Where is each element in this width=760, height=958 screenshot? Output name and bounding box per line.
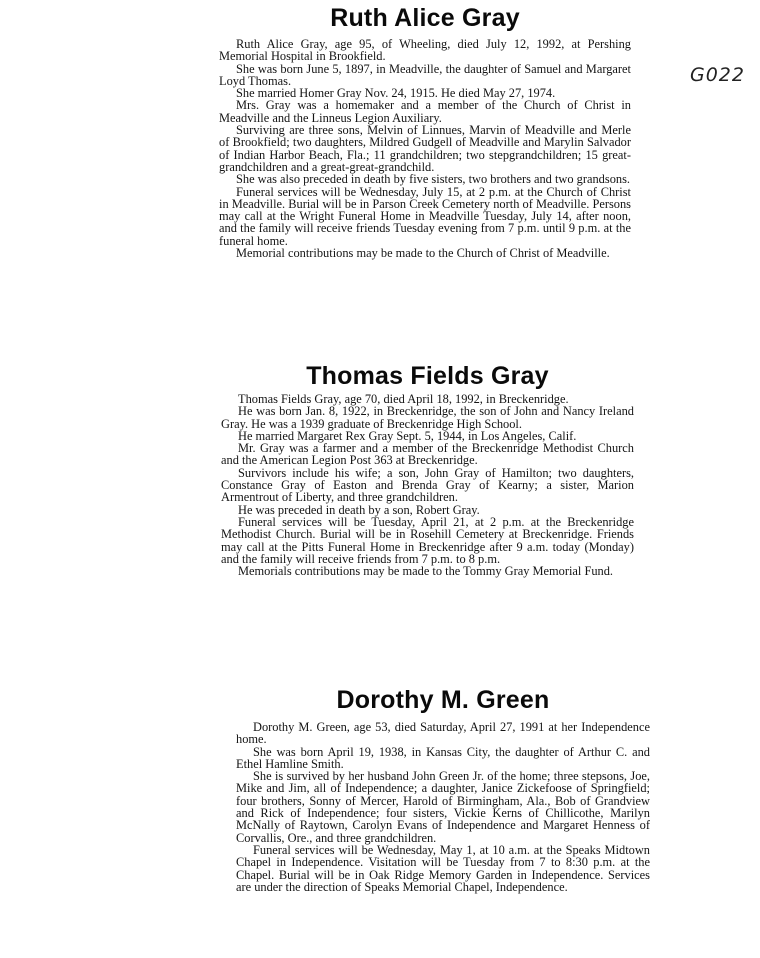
obituary-dorothy-m-green bbox=[236, 686, 650, 893]
paragraph: Memorial contributions may be made to the Church of Christ of Meadville. bbox=[236, 246, 610, 261]
paragraph: She is survived by her husband John Green Jr. of the home; three stepsons, Joe, Mike and Jim, all of Independence; a daughter, Janice Zickefoose of Springfield; four brothers, Sonny of Mercer, Harold of Birmingham, Ala., Bob of Grandview and Rick of Independence; four sisters, Vickie Kerns of Chillicothe, Marilyn McNally of Raytown, Carolyn Evans of Independence and Margaret Henness of Corvallis, Ore., and three grandchildren. bbox=[236, 769, 650, 845]
obituary-name: Ruth Alice Gray bbox=[330, 4, 520, 32]
obituary-body bbox=[219, 38, 631, 259]
obituary-name: Thomas Fields Gray bbox=[306, 362, 549, 390]
paragraph: She was also preceded in death by five sisters, two brothers and two grandsons. bbox=[236, 172, 631, 187]
paragraph: He was preceded in death by a son, Robert Gray. bbox=[238, 502, 480, 517]
obituary-body bbox=[236, 721, 650, 893]
paragraph: Funeral services will be Tuesday, April 21, at 2 p.m. at the Breckenridge Methodist Church. Burial will be in Rosehill Cemetery at Breckenridge. Friends may call at the Pitts Funeral Home in Breckenridge after 9 a.m. today (Monday) and the family will receive friends from 7 p.m. to 8 p.m. bbox=[221, 514, 634, 566]
paragraph: She was born April 19, 1938, in Kansas City, the daughter of Arthur C. and Ethel Hamline Smith. bbox=[236, 744, 650, 771]
obituary-thomas-fields-gray bbox=[221, 362, 634, 577]
paragraph: He was born Jan. 8, 1922, in Breckenridge, the son of John and Nancy Ireland Gray. He was a 1939 graduate of Breckenridge High School. bbox=[221, 404, 634, 431]
paragraph: Funeral services will be Wednesday, July 15, at 2 p.m. at the Church of Christ in Meadville. Burial will be in Parson Creek Cemetery north of Meadville. Persons may call at the Wright Funeral Home in Meadville Tuesday, July 14, after noon, and the family will receive friends Tuesday evening from 7 p.m. until 9 p.m. at the funeral home. bbox=[219, 184, 631, 248]
obituary-name: Dorothy M. Green bbox=[336, 686, 550, 714]
paragraph: Mrs. Gray was a homemaker and a member of the Church of Christ in Meadville and the Linneus Legion Auxiliary. bbox=[219, 98, 631, 125]
paragraph: She married Homer Gray Nov. 24, 1915. He died May 27, 1974. bbox=[236, 86, 556, 101]
paragraph: Ruth Alice Gray, age 95, of Wheeling, died July 12, 1992, at Pershing Memorial Hospital in Brookfield. bbox=[219, 37, 631, 64]
paragraph: Dorothy M. Green, age 53, died Saturday, April 27, 1991 at her Independence home. bbox=[236, 720, 650, 747]
paragraph: Funeral services will be Wednesday, May 1, at 10 a.m. at the Speaks Midtown Chapel in Independence. Visitation will be Tuesday from 7 to 8:30 p.m. at the Chapel. Burial will be in Oak Ridge Memory Garden in Independence. Services are under the direction of Speaks Memorial Chapel, Independence. bbox=[236, 842, 650, 894]
paragraph: Surviving are three sons, Melvin of Linnues, Marvin of Meadville and Merle of Brookfield; two daughters, Mildred Gudgell of Meadville and Marylin Salvador of Indian Harbor Beach, Fla.; 11 grandchildren; two stepgrandchildren; 15 great-grandchildren and a great-great-grandchild. bbox=[219, 123, 631, 174]
handwritten-annotation: G022 bbox=[690, 64, 745, 86]
paragraph: Survivors include his wife; a son, John Gray of Hamilton; two daughters, Constance Gray of Easton and Brenda Gray of Kearny; a sister, Marion Armentrout of Liberty, and three grandchildren. bbox=[221, 465, 634, 505]
paragraph: Thomas Fields Gray, age 70, died April 18, 1992, in Breckenridge. bbox=[238, 392, 569, 406]
paragraph: Memorials contributions may be made to the Tommy Gray Memorial Fund. bbox=[238, 564, 614, 579]
paragraph: Mr. Gray was a farmer and a member of the Breckenridge Methodist Church and the American Legion Post 363 at Breckenridge. bbox=[221, 441, 634, 468]
obituary-ruth-alice-gray bbox=[219, 4, 631, 259]
paragraph: He married Margaret Rex Gray Sept. 5, 1944, in Los Angeles, Calif. bbox=[238, 428, 577, 443]
paragraph: She was born June 5, 1897, in Meadville, the daughter of Samuel and Margaret Loyd Thomas. bbox=[219, 61, 631, 88]
obituary-body bbox=[221, 393, 634, 577]
